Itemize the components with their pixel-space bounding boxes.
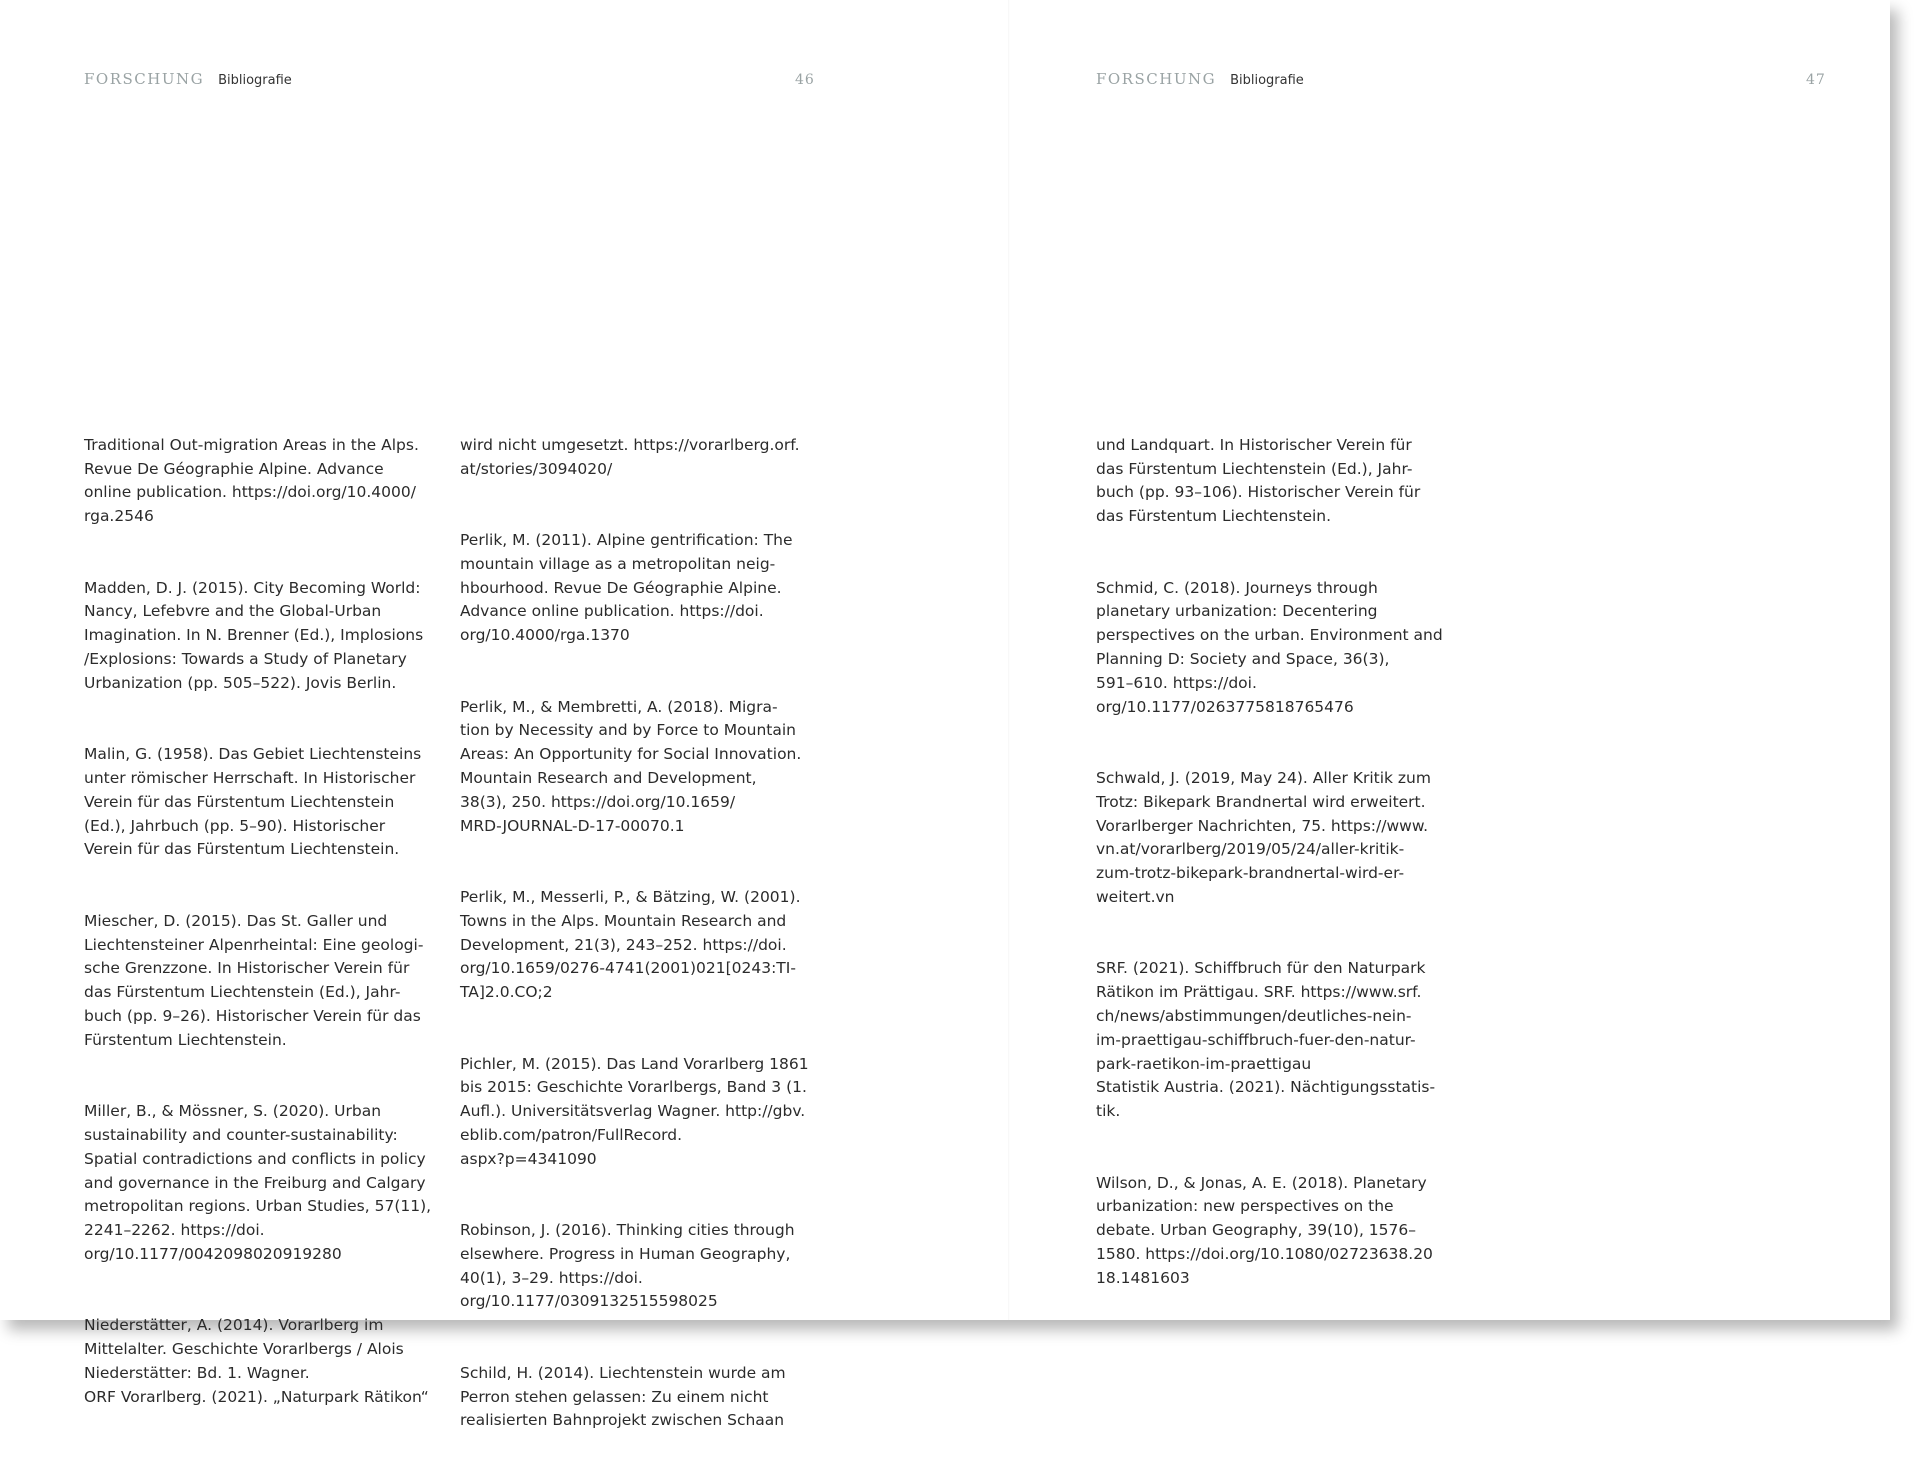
right-page-header xyxy=(1096,70,1304,92)
bibliography-column-3 xyxy=(1096,410,1468,1338)
bibliography-entry: Miller, B., & Mössner, S. (2020). Urban sustainability and counter-sustainability: Spatial contradictions and conflicts in policy and governance in the Freiburg and Calgary metropolitan regions. Urban Studies, 57(11), 2241–2262. https://doi. org/10.1177/0042098020919280 xyxy=(84,1102,432,1263)
subsection-title: Bibliografie xyxy=(218,73,292,88)
bibliography-entry: SRF. (2021). Schiffbruch für den Naturpark Rätikon im Prättigau. SRF. https://www.srf. ch/news/abstimmungen/deutliches-nein- im-praettigau-schiffbruch-fuer-den-natur- park-raetikon-im-praettigau Statistik Austria. (2021). Nächtigungsstatis- tik. xyxy=(1096,959,1436,1121)
section-title: FORSCHUNG xyxy=(84,70,205,88)
bibliography-entry: Malin, G. (1958). Das Gebiet Liechtensteins unter römischer Herrschaft. In Historischer Verein für das Fürstentum Liechtenstein (Ed.), Jahrbuch (pp. 5–90). Historischer Verein für das Fürstentum Liechtenstein. xyxy=(84,745,422,859)
bibliography-entry: Perlik, M., Messerli, P., & Bätzing, W. (2001). Towns in the Alps. Mountain Research and Development, 21(3), 243–252. https://doi. org/10.1659/0276-4741(2001)021[0243:TI- TA]2.0.CO;2 xyxy=(460,887,801,1002)
bibliography-entry: und Landquart. In Historischer Verein für das Fürstentum Liechtenstein (Ed.), Jahr- buch (pp. 93–106). Historischer Verein für das Fürstentum Liechtenstein. xyxy=(1096,435,1421,526)
bibliography-entry: Schmid, C. (2018). Journeys through planetary urbanization: Decentering perspectives on the urban. Environment and Planning D: Society and Space, 36(3), 591–610. https://doi. org/10.1177/0263775818765476 xyxy=(1096,578,1443,716)
bibliography-entry: Pichler, M. (2015). Das Land Vorarlberg 1861 bis 2015: Geschichte Vorarlbergs, Band 3 (1. Aufl.). Universitätsverlag Wagner. http://gbv. eblib.com/patron/FullRecord. aspx?p=4341090 xyxy=(460,1054,809,1168)
bibliography-entry: Schwald, J. (2019, May 24). Aller Kritik zum Trotz: Bikepark Brandnertal wird erweitert. Vorarlberger Nachrichten, 75. https://www. vn.at/vorarlberg/2019/05/24/aller-kritik- zum-trotz-bikepark-brandnertal-wird-er- weitert.vn xyxy=(1096,768,1431,906)
bibliography-entry: Perlik, M. (2011). Alpine gentrification: The mountain village as a metropolitan neig- hbourhood. Revue De Géographie Alpine. Advance online publication. https://doi. org/10.4000/rga.1370 xyxy=(460,530,793,645)
section-title: FORSCHUNG xyxy=(1096,70,1217,88)
subsection-title: Bibliografie xyxy=(1230,73,1304,88)
bibliography-entry: Niederstätter, A. (2014). Vorarlberg im Mittelalter. Geschichte Vorarlbergs / Alois Niederstätter: Bd. 1. Wagner. ORF Vorarlberg. (2021). „Naturpark Rätikon“ xyxy=(84,1316,429,1406)
bibliography-entry: Robinson, J. (2016). Thinking cities through elsewhere. Progress in Human Geography, 40(1), 3–29. https://doi. org/10.1177/0309132515598025 xyxy=(460,1221,795,1311)
bibliography-entry: wird nicht umgesetzt. https://vorarlberg.orf. at/stories/3094020/ xyxy=(460,435,800,478)
bibliography-column-2 xyxy=(460,410,822,1481)
bibliography-entry: Traditional Out-migration Areas in the Alps. Revue De Géographie Alpine. Advance online publication. https://doi.org/10.4000/ rga.2546 xyxy=(84,435,419,526)
page-number-left: 46 xyxy=(795,72,815,88)
bibliography-entry: Madden, D. J. (2015). City Becoming World: Nancy, Lefebvre and the Global-Urban Imagination. In N. Brenner (Ed.), Implosions /Explosions: Towards a Study of Planetary Urbanization (pp. 505–522). Jovis Berlin. xyxy=(84,578,424,692)
page-fold xyxy=(1008,0,1010,1320)
page-number-right: 47 xyxy=(1806,72,1826,88)
bibliography-entry: Wilson, D., & Jonas, A. E. (2018). Planetary urbanization: new perspectives on the debate. Urban Geography, 39(10), 1576– 1580. https://doi.org/10.1080/02723638.20 18.1481603 xyxy=(1096,1173,1433,1287)
left-page-header xyxy=(84,70,292,92)
bibliography-entry: Schild, H. (2014). Liechtenstein wurde am Perron stehen gelassen: Zu einem nicht realisierten Bahnprojekt zwischen Schaan xyxy=(460,1363,786,1430)
bibliography-entry: Perlik, M., & Membretti, A. (2018). Migra- tion by Necessity and by Force to Mountain Areas: An Opportunity for Social Innovation. Mountain Research and Development, 38(3), 250. https://doi.org/10.1659/ MRD-JOURNAL-D-17-00070.1 xyxy=(460,697,802,835)
bibliography-column-1 xyxy=(84,410,446,1457)
bibliography-entry: Miescher, D. (2015). Das St. Galler und Liechtensteiner Alpenrheintal: Eine geologi- sche Grenzzone. In Historischer Verein für das Fürstentum Liechtenstein (Ed.), Jahr- buch (pp. 9–26). Historischer Verein für das Fürstentum Liechtenstein. xyxy=(84,911,424,1049)
